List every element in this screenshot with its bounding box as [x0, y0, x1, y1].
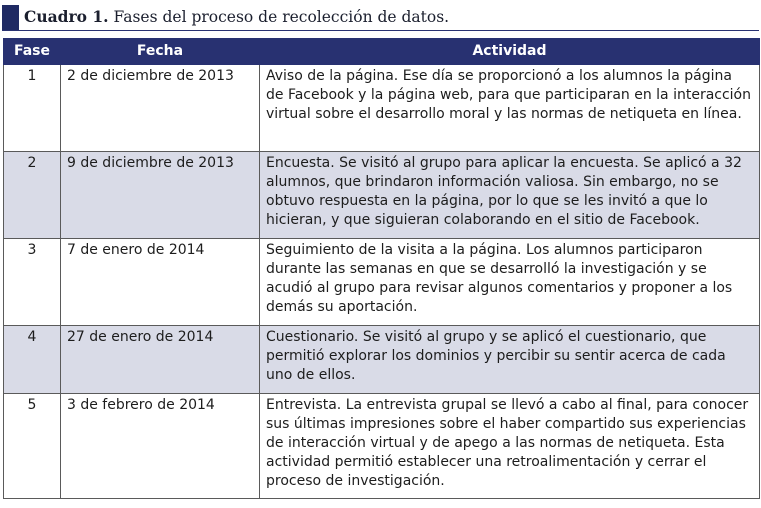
table-row — [4, 326, 760, 394]
table-header-row — [4, 39, 760, 65]
cell-fecha: 9 de diciembre de 2013 — [61, 152, 260, 239]
phases-table — [3, 38, 760, 499]
cell-fecha: 7 de enero de 2014 — [61, 239, 260, 326]
caption-label: Cuadro 1. — [24, 7, 109, 26]
cell-fecha: 3 de febrero de 2014 — [61, 394, 260, 499]
header-fase: Fase — [4, 39, 61, 65]
cell-fecha: 27 de enero de 2014 — [61, 326, 260, 394]
header-actividad: Actividad — [260, 39, 760, 65]
cell-actividad: Aviso de la página. Ese día se proporcionó a los alumnos la página de Facebook y la página web, para que participaran en la interacción virtual sobre el desarrollo moral y las normas de netiqueta en línea. — [260, 65, 760, 152]
cell-fase: 5 — [4, 394, 61, 499]
cell-actividad: Cuestionario. Se visitó al grupo y se aplicó el cuestionario, que permitió explorar los dominios y percibir su sentir acerca de cada uno de ellos. — [260, 326, 760, 394]
header-fecha: Fecha — [61, 39, 260, 65]
table-caption — [2, 3, 759, 31]
caption-text — [24, 7, 449, 26]
table-row — [4, 65, 760, 152]
cell-actividad: Entrevista. La entrevista grupal se llevó a cabo al final, para conocer sus últimas impresiones sobre el haber compartido sus experiencias de interacción virtual y de apego a las normas de netiqueta. Esta actividad permitió establecer una retroalimentación y cerrar el proceso de investigación. — [260, 394, 760, 499]
cell-fase: 1 — [4, 65, 61, 152]
caption-title: Fases del proceso de recolección de datos. — [113, 8, 450, 26]
table-row — [4, 239, 760, 326]
cell-fase: 3 — [4, 239, 61, 326]
caption-marker — [2, 5, 19, 30]
cell-fecha: 2 de diciembre de 2013 — [61, 65, 260, 152]
table-row — [4, 152, 760, 239]
cell-fase: 4 — [4, 326, 61, 394]
cell-actividad: Encuesta. Se visitó al grupo para aplicar la encuesta. Se aplicó a 32 alumnos, que brindaron información valiosa. Sin embargo, no se obtuvo respuesta en la página, por lo que se les invitó a que lo hicieran, y que siguieran colaborando en el sitio de Facebook. — [260, 152, 760, 239]
cell-fase: 2 — [4, 152, 61, 239]
table-row — [4, 394, 760, 499]
cell-actividad: Seguimiento de la visita a la página. Los alumnos participaron durante las semanas en que se desarrolló la investigación y se acudió al grupo para revisar algunos comentarios y proponer a los demás su aportación. — [260, 239, 760, 326]
